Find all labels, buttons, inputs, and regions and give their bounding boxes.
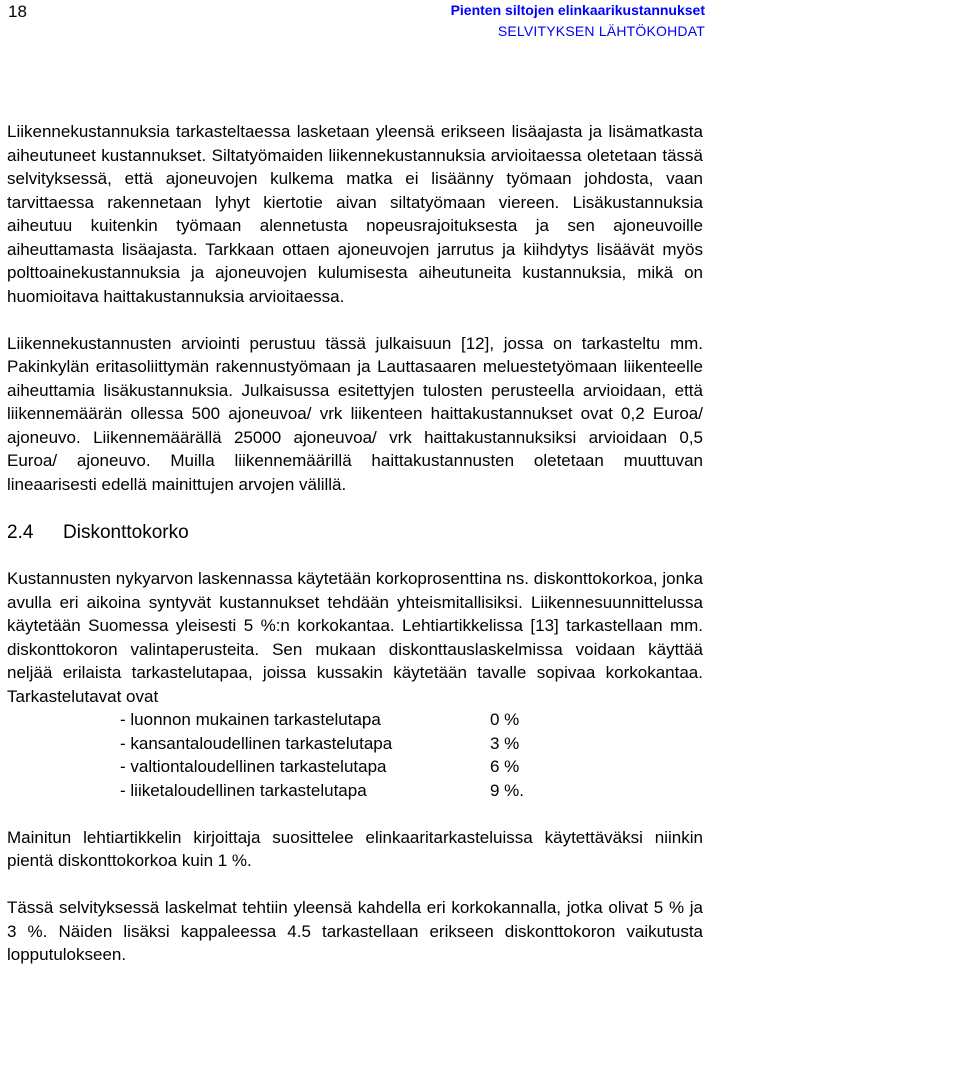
paragraph-calculation-rates: Tässä selvityksessä laskelmat tehtiin yleensä kahdella eri korkokannalla, jotka olivat 5 % ja 3 %. Näiden lisäksi kappaleessa 4.5 tarkastellaan erikseen diskonttokoron vaikutusta lopputulokseen.	[7, 898, 703, 964]
rate-label: - kansantaloudellinen tarkastelutapa	[120, 733, 393, 753]
paragraph-cost-estimation: Liikennekustannusten arviointi perustuu tässä julkaisuun [12], jossa on tarkasteltu mm. Pakinkylän eritasoliittymän rakennustyömaan ja Lauttasaaren meluestetyömaan liikenteelle aiheuttamia lisäkustannuksia. Julkaisussa esitettyjen tulosten perusteella arvioidaan, että liikennemäärän ollessa 500 ajoneuvoa/ vrk liikenteen haittakustannukset ovat 0,2 Euroa/ ajoneuvo. Liikennemäärällä 25000 ajoneuvoa/ vrk haittakustannuksiksi arvioidaan 0,5 Euroa/ ajoneuvo. Muilla liikennemäärillä haittakustannusten oletetaan muuttuvan lineaarisesti edellä mainittujen arvojen välillä.	[7, 333, 703, 494]
rate-item	[120, 779, 703, 803]
running-header	[451, 0, 705, 42]
rate-list	[120, 708, 703, 802]
rate-label: - valtiontaloudellinen tarkastelutapa	[120, 757, 387, 776]
paragraph-traffic-costs: Liikennekustannuksia tarkasteltaessa lasketaan yleensä erikseen lisäajasta ja lisämatkasta aiheutuneet kustannukset. Siltatyömaiden liikennekustannuksia arvioitaessa oletetaan tässä selvityksessä, että ajoneuvojen kulkema matka ei lisäänny työmaan johdosta, vaan tarvittaessa rakennetaan lyhyt kiertotie aivan siltatyömaan viereen. Lisäkustannuksia aiheutuu kuitenkin työmaan alennetusta nopeusrajoituksesta ja sen ajoneuvoille aiheuttamasta lisäajasta. Tarkkaan ottaen ajoneuvojen jarrutus ja kiihdytys lisäävät myös polttoainekustannuksia ja ajoneuvojen kulumisesta aiheutuneita kustannuksia, mikä on huomioitava haittakustannuksia arvioitaessa.	[7, 122, 703, 306]
rate-value: 0 %	[490, 710, 520, 729]
section-number: 2.4	[7, 522, 34, 543]
rate-value: 6 %	[490, 757, 520, 776]
rate-item	[120, 708, 703, 732]
rate-item	[120, 732, 703, 756]
rate-value: 9 %.	[490, 780, 525, 800]
rate-label: - liiketaloudellinen tarkastelutapa	[120, 780, 367, 800]
chapter-title: SELVITYKSEN LÄHTÖKOHDAT	[497, 23, 705, 39]
page-body	[7, 120, 703, 967]
section-title: Diskonttokorko	[63, 522, 189, 543]
section-heading	[7, 521, 703, 545]
rate-value: 3 %	[490, 733, 520, 753]
paragraph-discount-rate: Kustannusten nykyarvon laskennassa käytetään korkoprosenttina ns. diskonttokorkoa, jonka avulla eri aikoina syntyvät kustannukset tehdään yhteismitallisiksi. Liikennesuunnittelussa käytetään Suomessa yleisesti 5 %:n korkokantaa. Lehtiartikkelissa [13] tarkastellaan mm. diskonttokoron valintaperusteita. Sen mukaan diskonttauslaskelmissa voidaan käyttää neljää erilaista tarkastelutapaa, joissa kussakin käytetään tavalle sopivaa korkokantaa. Tarkastelutavat ovat	[7, 569, 703, 706]
rate-label: - luonnon mukainen tarkastelutapa	[120, 710, 381, 729]
document-title: Pienten siltojen elinkaarikustannukset	[450, 2, 705, 18]
rate-item	[120, 755, 703, 779]
page-header	[0, 0, 960, 48]
paragraph-recommendation: Mainitun lehtiartikkelin kirjoittaja suosittelee elinkaaritarkasteluissa käytettäväksi niinkin pientä diskonttokorkoa kuin 1 %.	[7, 827, 703, 870]
page-number: 18	[8, 2, 27, 21]
